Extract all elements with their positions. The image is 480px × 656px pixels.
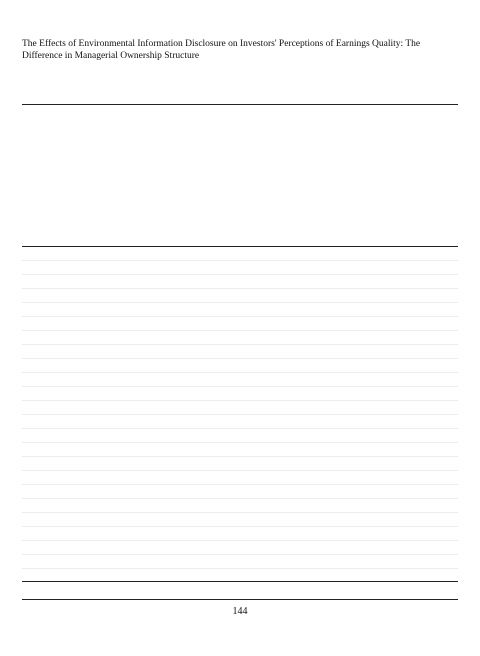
table-grid <box>22 104 458 600</box>
table-header-band <box>22 105 458 247</box>
table-footer-band <box>22 581 458 599</box>
table-body-band <box>22 247 458 581</box>
page-number: 144 <box>232 606 248 617</box>
table-region <box>22 104 458 598</box>
running-title: The Effects of Environmental Information Disclosure on Investors' Perceptions of Earnings Quality: The Difference in Managerial Ownership Structure <box>22 39 421 61</box>
